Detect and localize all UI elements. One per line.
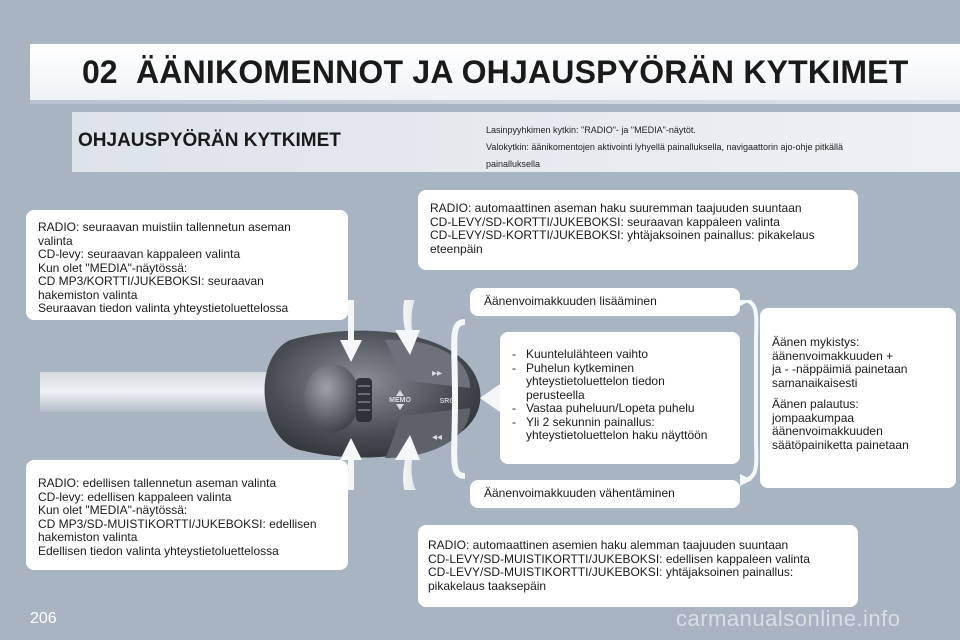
list-item-line: - Kuuntelulähteen vaihto (526, 347, 649, 361)
callout-line: CD-LEVY/SD-MUISTIKORTTI/JUKEBOKSI: yhtäjaksoinen painallus: (428, 565, 794, 579)
callout-line: hakemiston valinta (38, 530, 138, 544)
callout-line: samanaikaisesti (772, 375, 858, 390)
restore-paragraph (772, 398, 944, 452)
stalk-shaft (40, 372, 290, 412)
callout-line: äänenvoimakkuuden (772, 424, 883, 438)
callout-top-right (418, 190, 858, 270)
callout-volume-down: Äänenvoimakkuuden vähentäminen (470, 480, 740, 508)
callout-line: hakemiston valinta (38, 287, 138, 302)
list-item (510, 362, 730, 403)
callout-line: ja - -näppäimiä painetaan (772, 362, 908, 376)
callout-line: valinta (38, 233, 73, 248)
callout-line: CD MP3/SD-MUISTIKORTTI/JUKEBOKSI: edellisen (38, 516, 317, 531)
callout-line: jompaakumpaa (772, 410, 855, 425)
page-number: 206 (30, 610, 57, 627)
next-icon: ▸▸ (431, 368, 443, 379)
callout-top-left (26, 210, 348, 320)
list-item-line: yhteystietoluettelon haku näyttöön (526, 428, 708, 442)
callout-line: RADIO: automaattinen asemien haku alemman taajuuden suuntaan (428, 538, 789, 552)
callout-line: Edellisen tiedon valinta yhteystietoluettelossa (38, 543, 279, 558)
list-item-line: - Vastaa puheluun/Lopeta puhelu (526, 401, 695, 415)
callout-line: CD MP3/KORTTI/JUKEBOKSI: seuraavan (38, 274, 264, 288)
callout-line: Kun olet "MEDIA"-näytössä: (38, 503, 188, 517)
arrow-left-icon (480, 384, 500, 412)
callout-line: CD-levy: seuraavan kappaleen valinta (38, 247, 241, 261)
mute-paragraph (772, 336, 944, 390)
callout-line: äänenvoimakkuuden + (772, 348, 894, 363)
arrow-connector (348, 460, 354, 490)
watermark: carmanualsonline.info (676, 606, 901, 631)
list-item-line: perusteella (526, 387, 585, 402)
callout-line: CD-LEVY/SD-MUISTIKORTTI/JUKEBOKSI: edellisen kappaleen valinta (428, 551, 810, 566)
callout-volume-up: Äänenvoimakkuuden lisääminen (470, 288, 740, 316)
callout-line: RADIO: edellisen tallennetun aseman valinta (38, 476, 277, 490)
mute-bracket (742, 300, 756, 480)
callout-line: eteenpäin (430, 241, 483, 256)
callout-line: Seuraavan tiedon valinta yhteystietoluettelossa (38, 301, 289, 315)
list-item (510, 348, 730, 362)
arrow-connector (348, 300, 354, 340)
callout-line: CD-LEVY/SD-KORTTI/JUKEBOKSI: seuraavan kappaleen valinta (430, 214, 780, 229)
arrow-connector (403, 300, 430, 330)
src-label: SRC (439, 398, 455, 405)
callout-line: Äänen mykistys: (772, 335, 860, 349)
callout-line: Kun olet "MEDIA"-näytössä: (38, 260, 188, 275)
callout-mute (760, 308, 956, 488)
callout-src-button (500, 332, 740, 464)
page-title: ÄÄNIKOMENNOT JA OHJAUSPYÖRÄN KYTKIMET (136, 54, 909, 90)
callout-line: RADIO: seuraavan muistiin tallennetun aseman (38, 220, 291, 234)
chapter-number: 02 (82, 54, 118, 90)
section-note-line: Lasinpyyhkimen kytkin: "RADIO"- ja "MEDIA"-näytöt. (486, 125, 696, 135)
list-item-line: - Puhelun kytkeminen (526, 360, 635, 375)
callout-line: CD-LEVY/SD-KORTTI/JUKEBOKSI: yhtäjaksoinen painallus: pikakelaus (430, 228, 815, 242)
section-note-line: Valokytkin: äänikomentojen aktivointi lyhyellä painalluksella, navigaattorin ajo-ohje pitkällä (486, 142, 844, 152)
callout-bottom-left (26, 460, 348, 570)
callout-line: RADIO: automaattinen aseman haku suuremman taajuuden suuntaan (430, 201, 802, 215)
list-item-line: yhteystietoluettelon tiedon (526, 374, 665, 388)
memo-wheel[interactable] (304, 364, 360, 432)
callout-line: pikakelaus taaksepäin (428, 578, 547, 593)
prev-icon: ◂◂ (431, 432, 443, 443)
list-item (510, 402, 730, 416)
callout-line: CD-levy: edellisen kappaleen valinta (38, 489, 232, 504)
arrow-connector (403, 460, 430, 490)
scroll-wheel[interactable] (356, 378, 372, 422)
callout-line: säätöpainiketta painetaan (772, 437, 909, 452)
section-note (486, 122, 906, 173)
callout-line: Äänen palautus: (772, 397, 859, 411)
list-item (510, 416, 730, 443)
memo-label: MEMO (389, 397, 411, 404)
callout-bottom-right (418, 525, 858, 607)
section-note-line: painalluksella (486, 159, 541, 169)
list-item-line: - Yli 2 sekunnin painallus: (526, 414, 655, 429)
section-title: OHJAUSPYÖRÄN KYTKIMET (78, 130, 341, 151)
